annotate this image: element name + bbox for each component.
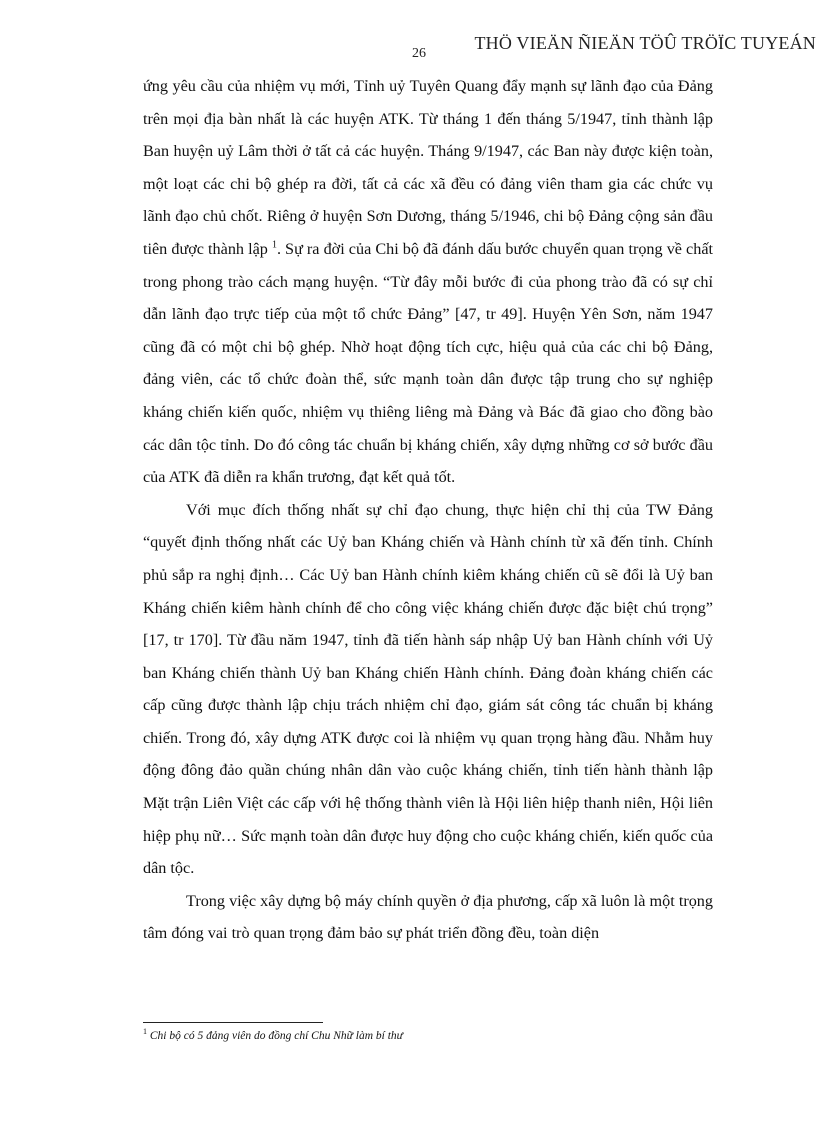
document-body [143,70,713,950]
footnote-marker: 1 [143,1027,147,1037]
paragraph-3: Trong việc xây dựng bộ máy chính quyền ở địa phương, cấp xã luôn là một trọng tâm đóng vai trò quan trọng đảm bảo sự phát triển đồng đều, toàn diện [143,891,713,943]
paragraph-2: Với mục đích thống nhất sự chỉ đạo chung, thực hiện chỉ thị của TW Đảng “quyết định thống nhất các Uỷ ban Kháng chiến và Hành chính từ xã đến tỉnh. Chính phủ sắp ra nghị định… Các Uỷ ban Hành chính kiêm kháng chiến cũ sẽ đổi là Uỷ ban Kháng chiến kiêm hành chính để cho công việc kháng chiến được đặc biệt chú trọng” [17, tr 170]. Từ đầu năm 1947, tỉnh đã tiến hành sáp nhập Uỷ ban Hành chính với Uỷ ban Kháng chiến thành Uỷ ban Kháng chiến Hành chính. Đảng đoàn kháng chiến các cấp cũng được thành lập chịu trách nhiệm chỉ đạo, giám sát công tác chuẩn bị kháng chiến. Trong đó, xây dựng ATK được coi là nhiệm vụ quan trọng hàng đầu. Nhằm huy động đông đảo quần chúng nhân dân vào cuộc kháng chiến, tỉnh tiến hành thành lập Mặt trận Liên Việt các cấp với hệ thống thành viên là Hội liên hiệp thanh niên, Hội liên hiệp phụ nữ… Sức mạnh toàn dân được huy động cho cuộc kháng chiến, kiến quốc của dân tộc. [143,500,713,878]
footnote [143,1027,403,1042]
footnote-text: Chi bộ có 5 đảng viên do đồng chí Chu Nhữ làm bí thư [149,1030,403,1042]
paragraph-1 [143,70,713,494]
paragraph-1-text-b: . Sự ra đời của Chi bộ đã đánh dấu bước chuyển quan trọng về chất trong phong trào cách mạng huyện. “Từ đây mỗi bước đi của phong trào đã có sự chỉ dẫn lãnh đạo trực tiếp của một tổ chức Đảng” [47, tr 49]. Huyện Yên Sơn, năm 1947 cũng đã có một chi bộ ghép. Nhờ hoạt động tích cực, hiệu quả của các chi bộ Đảng, đảng viên, các tổ chức đoàn thể, sức mạnh toàn dân được tập trung cho sự nghiệp kháng chiến kiến quốc, nhiệm vụ thiêng liêng mà Đảng và Bác đã giao cho đồng bào các dân tộc tỉnh. Do đó công tác chuẩn bị kháng chiến, xây dựng những cơ sở bước đầu của ATK đã diễn ra khẩn trương, đạt kết quả tốt. [143,239,714,487]
footnote-reference: 1 [271,239,277,251]
page-number: 26 [412,46,426,61]
header-watermark: THÖ VIEÄN ÑIEÄN TÖÛ TRÖÏC TUYEÁN [474,33,816,53]
paragraph-1-text-a: ứng yêu cầu của nhiệm vụ mới, Tỉnh uỷ Tuyên Quang đẩy mạnh sự lãnh đạo của Đảng trên mọi địa bàn nhất là các huyện ATK. Từ tháng 1 đến tháng 5/1947, tỉnh thành lập Ban huyện uỷ Lâm thời ở tất cả các huyện. Tháng 9/1947, các Ban này được kiện toàn, một loạt các chi bộ ghép ra đời, tất cả các xã đều có đảng viên tham gia các chức vụ lãnh đạo chủ chốt. Riêng ở huyện Sơn Dương, tháng 5/1946, chi bộ Đảng cộng sản đầu tiên được thành lập [143,77,713,258]
footnote-divider [143,1022,323,1023]
